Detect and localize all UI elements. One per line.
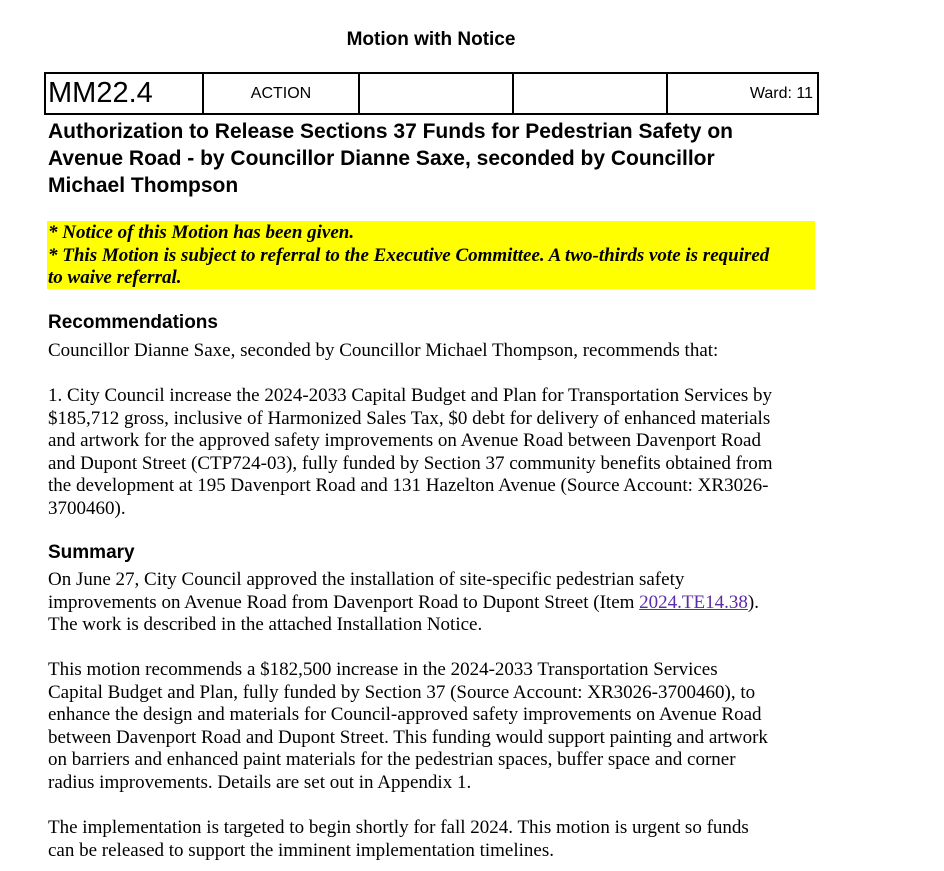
empty-cell — [359, 73, 513, 114]
summary-heading: Summary — [48, 542, 135, 563]
summary-text: improvements on Avenue Road from Davenport Road to Dupont Street (Item — [48, 591, 640, 613]
summary-line: between Davenport Road and Dupont Street. This funding would support painting and artwork — [48, 726, 768, 748]
empty-cell — [513, 73, 667, 114]
notice-line: * Notice of this Motion has been given. — [48, 222, 355, 243]
summary-line — [48, 592, 818, 615]
summary-line: The implementation is targeted to begin shortly for fall 2024. This motion is urgent so funds — [48, 817, 749, 838]
summary-paragraph-2 — [48, 659, 818, 794]
recommendations-heading: Recommendations — [48, 312, 218, 333]
recommendation-line: 1. City Council increase the 2024-2033 Capital Budget and Plan for Transportation Services by — [48, 385, 773, 406]
ward-label: Ward: 11 — [667, 73, 818, 114]
notice-highlight-box — [47, 221, 815, 289]
summary-line: enhance the design and materials for Council-approved safety improvements on Avenue Road — [48, 704, 762, 725]
summary-line: The work is described in the attached Installation Notice. — [48, 614, 483, 635]
item-title-line: Authorization to Release Sections 37 Funds for Pedestrian Safety on — [48, 120, 733, 143]
item-link[interactable]: 2024.TE14.38 — [639, 591, 748, 613]
recommendation-item-1 — [48, 385, 818, 520]
summary-line: On June 27, City Council approved the installation of site-specific pedestrian safety — [48, 569, 685, 590]
notice-line: * This Motion is subject to referral to the Executive Committee. A two-thirds vote is required — [48, 244, 770, 266]
page-title: Motion with Notice — [346, 29, 516, 50]
summary-line: This motion recommends a $182,500 increase in the 2024-2033 Transportation Services — [48, 659, 718, 680]
recommendation-line: and artwork for the approved safety improvements on Avenue Road between Davenport Road — [48, 430, 761, 451]
summary-line: radius improvements. Details are set out in Appendix 1. — [48, 771, 472, 793]
recommendations-intro: Councillor Dianne Saxe, seconded by Councillor Michael Thompson, recommends that: — [48, 340, 719, 361]
summary-text: ). — [747, 591, 759, 613]
summary-line: can be released to support the imminent implementation timelines. — [48, 839, 555, 861]
summary-paragraph-3 — [48, 817, 818, 862]
recommendation-line: and Dupont Street (CTP724-03), fully funded by Section 37 community benefits obtained from — [48, 452, 773, 474]
recommendation-line: $185,712 gross, inclusive of Harmonized Sales Tax, $0 debt for delivery of enhanced materials — [48, 407, 771, 429]
item-title-line: Michael Thompson — [48, 174, 239, 197]
summary-paragraph-1 — [48, 569, 818, 637]
item-header-table — [44, 72, 819, 115]
item-title — [48, 118, 818, 199]
item-title-line: Avenue Road - by Councillor Dianne Saxe, seconded by Councillor — [48, 147, 715, 170]
summary-line: on barriers and enhanced paint materials for the pedestrian spaces, buffer space and corner — [48, 749, 736, 770]
notice-line: to waive referral. — [48, 267, 182, 288]
item-type: ACTION — [203, 73, 359, 114]
summary-line: Capital Budget and Plan, fully funded by Section 37 (Source Account: XR3026-3700460), to — [48, 681, 756, 703]
recommendation-line: the development at 195 Davenport Road and 131 Hazelton Avenue (Source Account: XR3026- — [48, 475, 769, 496]
recommendation-line: 3700460). — [48, 497, 126, 519]
item-number: MM22.4 — [45, 73, 203, 114]
